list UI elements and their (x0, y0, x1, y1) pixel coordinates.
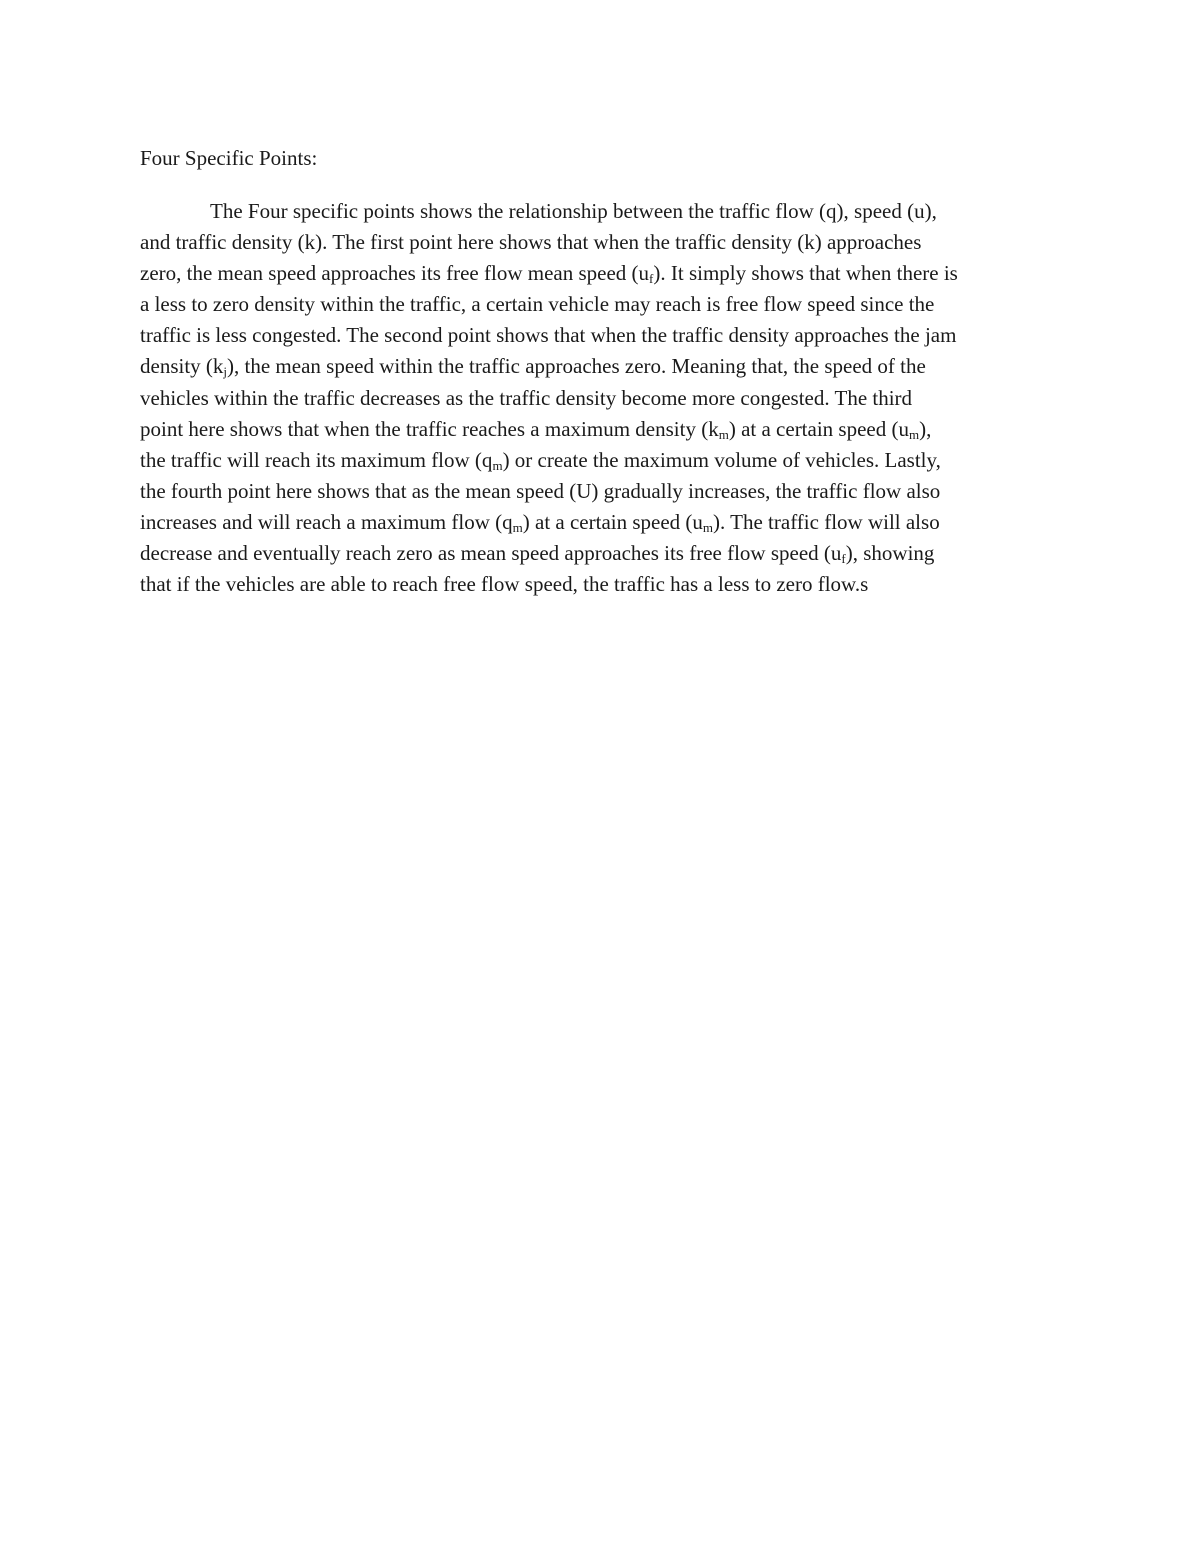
line-text: ). It simply shows that when there is (653, 261, 958, 286)
paragraph-line (140, 538, 1070, 569)
line-text: The Four specific points shows the relationship between the traffic flow (q), speed (u), (210, 199, 937, 223)
paragraph-line (140, 476, 1070, 507)
paragraph-line (140, 414, 1070, 445)
line-text: ). The traffic flow will also (713, 509, 940, 534)
line-text: ) at a certain speed (u (522, 509, 703, 534)
paragraph-line (140, 383, 1070, 414)
line-text: the traffic will reach its maximum flow (q (140, 447, 493, 472)
subscript-text: m (908, 426, 920, 442)
paragraph-line (140, 258, 1070, 289)
section-heading: Four Specific Points: (140, 146, 318, 170)
subscript-text: m (512, 519, 523, 535)
line-text: and traffic density (k). The first point here shows that when the traffic density (k) approaches (140, 230, 922, 255)
subscript-text: f (841, 551, 846, 567)
paragraph-line (140, 507, 1070, 538)
line-text: density (k (140, 354, 224, 379)
line-text: decrease and eventually reach zero as mean speed approaches its free flow speed (u (140, 541, 842, 566)
line-text: increases and will reach a maximum flow (q (140, 509, 513, 534)
subscript-text: j (223, 364, 228, 380)
line-text: vehicles within the traffic decreases as the traffic density become more congested. The third (140, 385, 913, 410)
line-text: traffic is less congested. The second point shows that when the traffic density approaches the jam (140, 323, 957, 348)
line-text: ), (919, 416, 932, 441)
body-paragraph (140, 196, 1070, 600)
line-text: that if the vehicles are able to reach free flow speed, the traffic has a less to zero flow.s (140, 572, 869, 597)
paragraph-line (140, 351, 1070, 382)
line-text: point here shows that when the traffic reaches a maximum density (k (140, 416, 719, 441)
line-text: the fourth point here shows that as the mean speed (U) gradually increases, the traffic flow also (140, 478, 941, 503)
subscript-text: m (718, 426, 729, 442)
line-text: ) at a certain speed (u (728, 416, 909, 441)
subscript-text: m (492, 457, 503, 473)
subscript-text: m (702, 519, 714, 535)
line-text: ), showing (845, 541, 935, 566)
subscript-text: f (649, 271, 654, 287)
paragraph-line (140, 289, 1070, 320)
line-text: a less to zero density within the traffic, a certain vehicle may reach is free flow speed since the (140, 292, 935, 317)
line-text: zero, the mean speed approaches its free flow mean speed (u (140, 261, 650, 286)
paragraph-line (140, 445, 1070, 476)
paragraph-line (140, 196, 1070, 227)
paragraph-line (140, 227, 1070, 258)
paragraph-line (140, 569, 1070, 600)
line-text: ) or create the maximum volume of vehicles. Lastly, (502, 447, 941, 472)
paragraph-line (140, 320, 1070, 351)
line-text: ), the mean speed within the traffic approaches zero. Meaning that, the speed of the (227, 354, 926, 379)
